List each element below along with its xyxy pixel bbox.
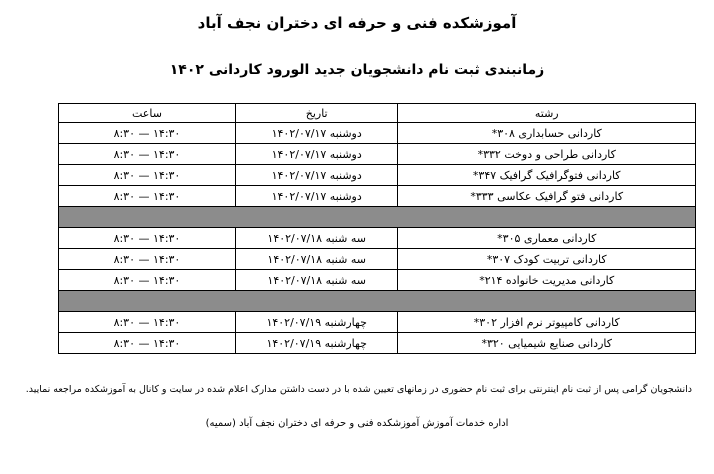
cell-time: ۱۴:۳۰ — ۸:۳۰ xyxy=(59,249,236,270)
table-row xyxy=(59,270,696,291)
cell-major: کاردانی صنایع شیمیایی ۳۲۰* xyxy=(398,333,696,354)
cell-time: ۱۴:۳۰ — ۸:۳۰ xyxy=(59,165,236,186)
cell-time: ۱۴:۳۰ — ۸:۳۰ xyxy=(59,333,236,354)
cell-major: کاردانی کامپیوتر نرم افزار ۳۰۲* xyxy=(398,312,696,333)
header-major: رشته xyxy=(398,104,696,123)
separator-row xyxy=(59,291,696,312)
separator-cell xyxy=(59,207,696,228)
cell-date: سه شنبه ۱۴۰۲/۰۷/۱۸ xyxy=(235,270,398,291)
cell-date: دوشنبه ۱۴۰۲/۰۷/۱۷ xyxy=(235,165,398,186)
cell-date: دوشنبه ۱۴۰۲/۰۷/۱۷ xyxy=(235,123,398,144)
table-row xyxy=(59,333,696,354)
page-title: آموزشکده فنی و حرفه ای دختران نجف آباد xyxy=(197,14,517,32)
cell-date: سه شنبه ۱۴۰۲/۰۷/۱۸ xyxy=(235,228,398,249)
table-row xyxy=(59,123,696,144)
cell-major: کاردانی فتوگرافیک گرافیک ۳۴۷* xyxy=(398,165,696,186)
cell-date: چهارشنبه ۱۴۰۲/۰۷/۱۹ xyxy=(235,333,398,354)
cell-date: دوشنبه ۱۴۰۲/۰۷/۱۷ xyxy=(235,144,398,165)
separator-row xyxy=(59,207,696,228)
cell-major: کاردانی طراحی و دوخت ۳۳۲* xyxy=(398,144,696,165)
table-row xyxy=(59,312,696,333)
table-header-row xyxy=(59,104,696,123)
page-subtitle: زمانبندی ثبت نام دانشجویان جدید الورود کاردانی ۱۴۰۲ xyxy=(169,62,545,78)
cell-major: کاردانی فتو گرافیک عکاسی ۳۳۳* xyxy=(398,186,696,207)
notice-text: دانشجویان گرامی پس از ثبت نام اینترنتی برای ثبت نام حضوری در زمانهای تعیین شده با در دست داشتن مدارک اعلام شده در سایت و کانال به آموزشکده مراجعه نمایید. xyxy=(25,384,692,395)
table-row xyxy=(59,144,696,165)
cell-time: ۱۴:۳۰ — ۸:۳۰ xyxy=(59,144,236,165)
cell-time: ۱۴:۳۰ — ۸:۳۰ xyxy=(59,186,236,207)
cell-date: دوشنبه ۱۴۰۲/۰۷/۱۷ xyxy=(235,186,398,207)
header-date: تاریخ xyxy=(235,104,398,123)
cell-time: ۱۴:۳۰ — ۸:۳۰ xyxy=(59,123,236,144)
cell-major: کاردانی مدیریت خانواده ۲۱۴* xyxy=(398,270,696,291)
table-row xyxy=(59,165,696,186)
cell-time: ۱۴:۳۰ — ۸:۳۰ xyxy=(59,270,236,291)
cell-date: چهارشنبه ۱۴۰۲/۰۷/۱۹ xyxy=(235,312,398,333)
schedule-table xyxy=(58,103,696,354)
cell-date: سه شنبه ۱۴۰۲/۰۷/۱۸ xyxy=(235,249,398,270)
cell-time: ۱۴:۳۰ — ۸:۳۰ xyxy=(59,228,236,249)
office-signature: اداره خدمات آموزش آموزشکده فنی و حرفه ای دختران نجف آباد (سمیه) xyxy=(205,418,509,429)
table-row xyxy=(59,249,696,270)
cell-major: کاردانی تربیت کودک ۳۰۷* xyxy=(398,249,696,270)
table-row xyxy=(59,228,696,249)
header-time: ساعت xyxy=(59,104,236,123)
cell-time: ۱۴:۳۰ — ۸:۳۰ xyxy=(59,312,236,333)
cell-major: کاردانی حسابداری ۳۰۸* xyxy=(398,123,696,144)
table-row xyxy=(59,186,696,207)
cell-major: کاردانی معماری ۳۰۵* xyxy=(398,228,696,249)
separator-cell xyxy=(59,291,696,312)
